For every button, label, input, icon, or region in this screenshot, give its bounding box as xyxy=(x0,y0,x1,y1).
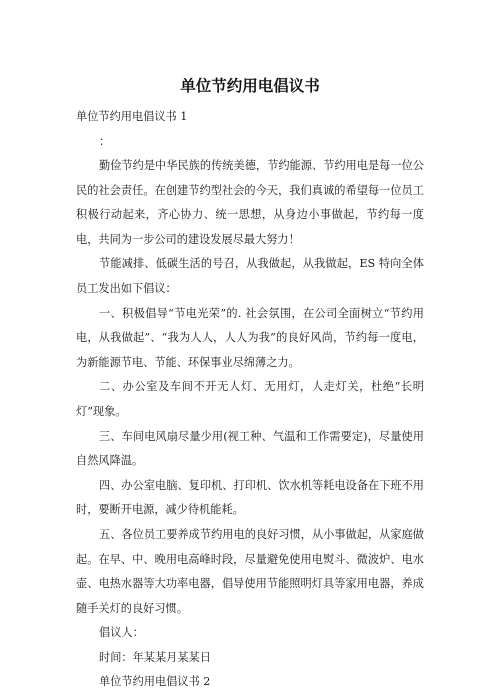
document-subtitle: 单位节约用电倡议书 1 xyxy=(76,110,188,123)
colon-line: ： xyxy=(99,135,111,148)
paragraph-intro: 勤俭节约是中华民族的传统美德，节约能源、节约用电是每一位公民的社会责任。在创建节约型社会的今天，我们真诚的希望每一位员工积极行动起来，齐心协力、统一思想，从身边小事做起，节约每一度电，共同为一步公司的建设发展尽最大努力！ xyxy=(76,159,424,246)
document-title: 单位节约用电倡议书 xyxy=(180,77,320,95)
paragraph-item-4: 四、办公室电脑、复印机、打印机、饮水机等耗电设备在下班不用时，要断开电源，减少待机能耗。 xyxy=(76,478,424,517)
paragraph-item-3: 三、车间电风扇尽量少用(视工种、气温和工作需要定)，尽量使用自然风降温。 xyxy=(76,429,424,468)
next-section-heading: 单位节约用电倡议书 2 xyxy=(99,675,211,689)
paragraph-item-1: 一、积极倡导“节电光荣”的. 社会氛围，在公司全面树立“节约用电，从我做起”、“我为人人，人人为我”的良好风尚，节约每一度电，为新能源节电、节能、环保事业尽绵薄之力。 xyxy=(76,306,424,369)
paragraph-call: 节能减排、低碳生活的号召，从我做起，从我做起，ES 特向全体员工发出如下倡议： xyxy=(76,257,424,295)
paragraph-item-5: 五、各位员工要养成节约用电的良好习惯，从小事做起，从家庭做起。在早、中、晚用电高峰时段，尽量避免使用电熨斗、微波炉、电水壶、电热水器等大功率电器，倡导使用节能照明灯具等家用电器，养成随手关灯的良好习惯。 xyxy=(76,527,424,615)
paragraph-item-2: 二、办公室及车间不开无人灯、无用灯，人走灯关，杜绝“长明灯”现象。 xyxy=(76,380,424,418)
date-line: 时间：年某某月某某日 xyxy=(99,650,211,664)
signature-label: 倡议人： xyxy=(99,626,144,640)
